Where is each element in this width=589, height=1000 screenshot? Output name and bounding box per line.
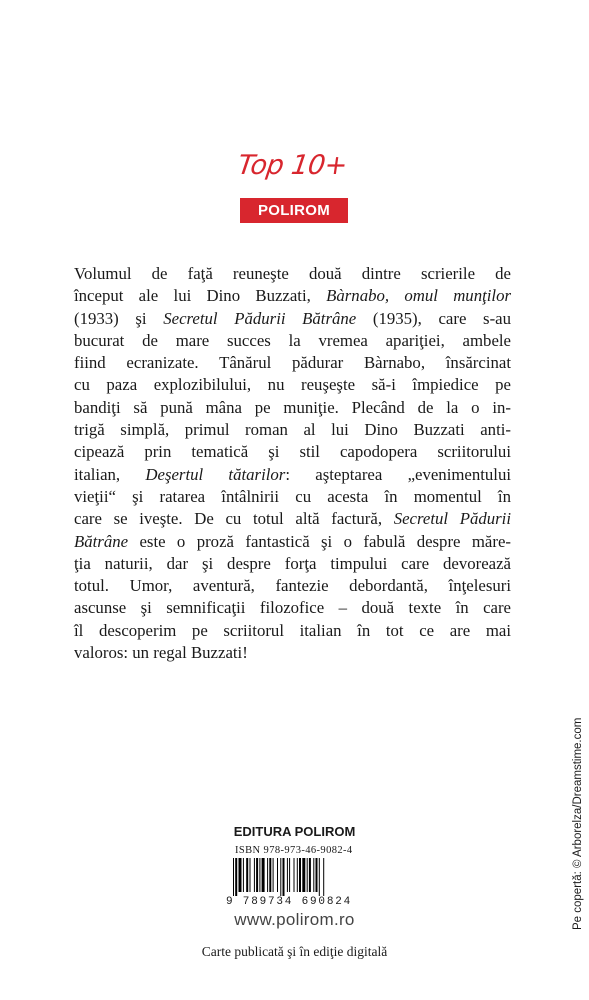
blurb-line — [74, 352, 511, 374]
blurb-line — [74, 642, 511, 664]
cover-photo-credit: Pe copertă: © Arborelza/Dreamstime.com — [572, 717, 584, 930]
barcode-bar — [273, 858, 274, 892]
blurb-text: valoros: un regal Buzzati! — [74, 643, 248, 663]
publisher-website: www.polirom.ro — [234, 910, 355, 929]
barcode-bar — [235, 858, 237, 896]
barcode-bar — [309, 858, 311, 892]
blurb-italic-title: Bàrnabo, omul munţilor — [326, 286, 511, 306]
barcode-bar — [302, 858, 305, 892]
barcode-bar — [299, 858, 301, 892]
blurb-text: vieţii“ şi ratarea întâlnirii cu acesta în momentul în — [74, 486, 511, 506]
barcode-bar — [246, 858, 248, 892]
barcode-bar — [307, 858, 308, 892]
barcode-bar — [243, 858, 244, 892]
barcode-bar — [254, 858, 255, 892]
barcode-bar — [280, 858, 281, 896]
barcode-bar — [262, 858, 265, 892]
blurb-text: este o proză fantastică şi o fabulă despre măre- — [128, 531, 511, 551]
barcode-bar — [319, 858, 320, 896]
barcode-bar — [256, 858, 258, 892]
isbn-barcode — [226, 845, 363, 909]
barcode-bar — [267, 858, 268, 892]
barcode-bars — [233, 858, 357, 896]
blurb-line — [74, 397, 511, 419]
blurb-line — [74, 263, 511, 285]
blurb-text: Volumul de faţă reuneşte două dintre scrierile de — [74, 264, 511, 283]
barcode-bar — [313, 858, 314, 892]
barcode-bar — [277, 858, 278, 892]
barcode-bar — [287, 858, 288, 892]
polirom-brand-badge: POLIROM — [240, 198, 348, 223]
digital-edition-note: Carte publicată şi în ediţie digitală — [201, 944, 388, 959]
blurb-line — [74, 508, 511, 530]
barcode-bar — [323, 858, 324, 896]
blurb-text: ascunse şi semnificaţii filozofice – două texte în care — [74, 598, 511, 618]
barcode-bar — [294, 858, 295, 892]
barcode-bar — [250, 858, 251, 892]
blurb-line — [74, 531, 511, 553]
isbn-number: ISBN 978-973-46-9082-4 — [235, 845, 353, 856]
blurb-text: italian, — [74, 464, 146, 484]
blurb-italic-title: Secretul Pădurii Bătrâne — [163, 308, 357, 328]
barcode-bar — [297, 858, 298, 892]
barcode-bar — [259, 858, 260, 892]
blurb-text: bucurat de mare succes la vremea apariţiei, ambele — [74, 330, 511, 350]
blurb-text: cipează prin tematică şi stil capodopera scriitorului — [74, 442, 511, 462]
publisher-name: EDITURA POLIROM — [233, 824, 356, 839]
blurb-text: îl descoperim pe scriitorul italian în tot ce are mai — [74, 620, 511, 640]
blurb-italic-title: Secretul Pădurii — [393, 509, 511, 529]
blurb-line — [74, 464, 511, 486]
blurb-text: ţia naturii, dar şi despre forţa timpului care devorează — [74, 553, 511, 573]
blurb-text: început ale lui Dino Buzzati, — [74, 286, 327, 306]
barcode-bar — [239, 858, 242, 892]
blurb-text: fiind ecranizate. Tânărul pădurar Bàrnabo, însărcinat — [74, 353, 511, 373]
blurb-text: (1935), care s-au — [356, 308, 511, 328]
blurb-line — [74, 285, 511, 307]
barcode-bar — [316, 858, 318, 892]
barcode-bar — [283, 858, 285, 896]
blurb-line — [74, 553, 511, 575]
blurb-text: care se iveşte. De cu totul altă factură, — [74, 509, 394, 529]
blurb-line — [74, 597, 511, 619]
blurb-text: totul. Umor, aventură, fantezie debordantă, înţelesuri — [74, 576, 511, 596]
blurb-line — [74, 308, 511, 330]
blurb-line — [74, 419, 511, 441]
series-logo-title: Top 10+ — [235, 150, 350, 181]
barcode-bar — [233, 858, 234, 896]
barcode-bar — [289, 858, 290, 892]
blurb-text: (1933) şi — [74, 308, 164, 328]
blurb-line — [74, 441, 511, 463]
blurb-line — [74, 620, 511, 642]
blurb-line — [74, 486, 511, 508]
blurb-line — [74, 575, 511, 597]
blurb-text: trigă simplă, primul roman al lui Dino Buzzati anti- — [74, 420, 511, 440]
blurb-italic-title: Deşertul tătarilor — [145, 464, 286, 484]
barcode-bar — [269, 858, 271, 892]
blurb-italic-title: Bătrâne — [74, 531, 129, 551]
blurb-text: bandiţi să pună mâna pe muniţie. Plecând de la o in- — [74, 397, 511, 417]
blurb-line — [74, 330, 511, 352]
blurb-text: : aşteptarea „evenimentului — [285, 464, 512, 484]
blurb-text: cu paza explozibilului, nu reuşeşte să-i împiedice pe — [74, 375, 511, 395]
blurb-line — [74, 374, 511, 396]
barcode-digits: 9 789734 690824 — [226, 896, 353, 908]
back-cover-blurb — [74, 263, 511, 664]
